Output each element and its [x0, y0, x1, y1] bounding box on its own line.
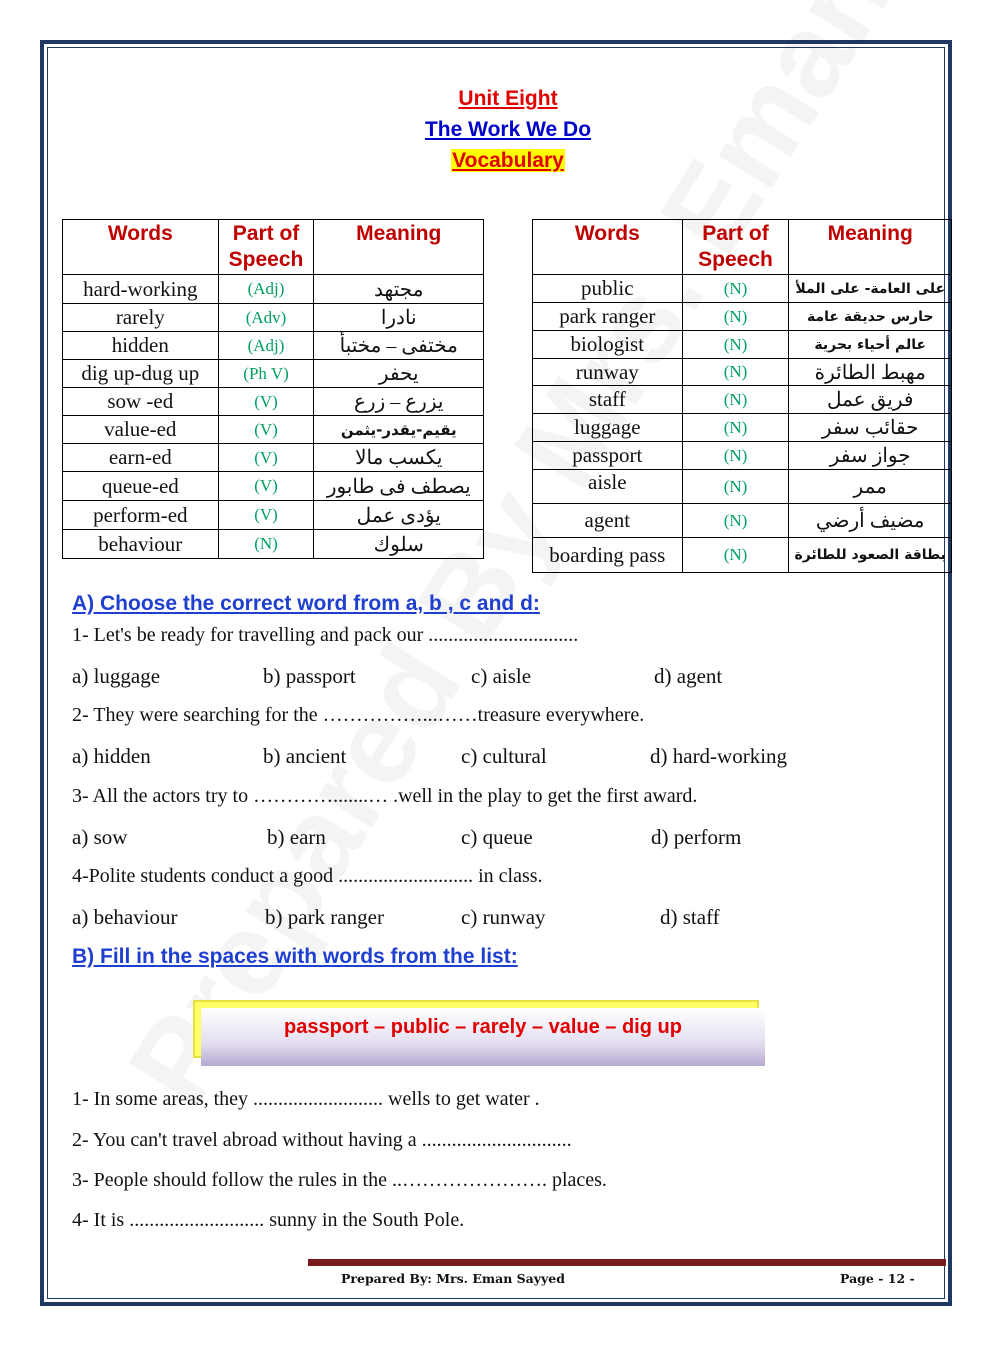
unit-title: Unit Eight	[458, 87, 558, 110]
table-row	[63, 388, 484, 416]
question-b1: 1- In some areas, they .......................... wells to get water .	[72, 1088, 540, 1110]
table-row	[63, 472, 484, 501]
vocabulary-title	[0, 149, 992, 173]
table-row	[533, 359, 952, 386]
table-header-row	[63, 220, 484, 275]
table-row	[533, 504, 952, 538]
part-of-speech: (N)	[682, 331, 789, 359]
meaning: نادرا	[314, 304, 484, 332]
table-row	[63, 275, 484, 304]
part-of-speech: (V)	[218, 444, 314, 472]
part-of-speech: (V)	[218, 416, 314, 444]
vocab-table-left	[62, 219, 484, 559]
table-row	[63, 530, 484, 559]
question-b4: 4- It is ........................... sunny in the South Pole.	[72, 1209, 465, 1231]
word: rarely	[63, 304, 219, 332]
word: perform-ed	[63, 501, 219, 530]
meaning: يزرع – زرع	[314, 388, 484, 416]
header-part-of-speech: Part of Speech	[682, 220, 789, 275]
meaning: جواز سفر	[789, 442, 952, 470]
part-of-speech: (N)	[682, 504, 789, 538]
lesson-title: The Work We Do	[424, 118, 592, 141]
option-a3-c: c) queue	[461, 825, 533, 849]
question-a1: 1- Let's be ready for travelling and pack our ..............................	[72, 624, 579, 646]
option-a2-a: a) hidden	[72, 744, 151, 768]
part-of-speech: (Adj)	[218, 332, 314, 360]
meaning: عالم أحياء بحرية	[789, 331, 952, 359]
question-a3: 3- All the actors try to ………….......… .well in the play to get the first award.	[72, 785, 698, 807]
part-of-speech: (V)	[218, 388, 314, 416]
word-list-box	[193, 1000, 759, 1064]
table-row	[63, 304, 484, 332]
meaning: ممر	[789, 470, 952, 504]
option-a3-a: a) sow	[72, 825, 128, 849]
word: agent	[533, 504, 683, 538]
meaning: يقيم-يقدر-يثمن	[314, 416, 484, 444]
option-a2-b: b) ancient	[263, 744, 347, 768]
meaning: يؤدى عمل	[314, 501, 484, 530]
option-a1-c: c) aisle	[471, 664, 532, 688]
part-of-speech: (N)	[218, 530, 314, 559]
word: biologist	[533, 331, 683, 359]
option-a4-c: c) runway	[461, 905, 546, 929]
question-b2: 2- You can't travel abroad without having a ..............................	[72, 1129, 572, 1151]
meaning: مختفى – مختبأ	[314, 332, 484, 360]
word: behaviour	[63, 530, 219, 559]
part-of-speech: (N)	[682, 538, 789, 573]
part-of-speech: (N)	[682, 414, 789, 442]
section-a-heading: A) Choose the correct word from a, b , c and d:	[72, 592, 540, 615]
meaning: حقائب سفر	[789, 414, 952, 442]
section-b-heading: B) Fill in the spaces with words from the list:	[72, 945, 518, 968]
table-row	[63, 360, 484, 388]
word: sow -ed	[63, 388, 219, 416]
meaning: فريق عمل	[789, 386, 952, 414]
part-of-speech: (N)	[682, 386, 789, 414]
word: staff	[533, 386, 683, 414]
word: dig up-dug up	[63, 360, 219, 388]
table-row	[533, 414, 952, 442]
word: hidden	[63, 332, 219, 360]
meaning: على العامة- على الملأ	[789, 275, 952, 303]
meaning: يكسب مالا	[314, 444, 484, 472]
header-words: Words	[63, 220, 219, 275]
option-a2-c: c) cultural	[461, 744, 547, 768]
meaning: حارس حديقة عامة	[789, 303, 952, 331]
part-of-speech: (N)	[682, 470, 789, 504]
word: park ranger	[533, 303, 683, 331]
option-a3-d: d) perform	[651, 825, 742, 849]
part-of-speech: (Adv)	[218, 304, 314, 332]
table-row	[533, 386, 952, 414]
table-row	[63, 332, 484, 360]
option-a3-b: b) earn	[267, 825, 326, 849]
part-of-speech: (Adj)	[218, 275, 314, 304]
table-row	[533, 470, 952, 504]
part-of-speech: (Ph V)	[218, 360, 314, 388]
word: value-ed	[63, 416, 219, 444]
header-part-of-speech: Part of Speech	[218, 220, 314, 275]
vocab-table-right	[532, 219, 952, 573]
header-meaning: Meaning	[314, 220, 484, 275]
part-of-speech: (V)	[218, 501, 314, 530]
vocabulary-label: Vocabulary	[452, 149, 564, 172]
word: public	[533, 275, 683, 303]
word: earn-ed	[63, 444, 219, 472]
header-words: Words	[533, 220, 683, 275]
option-a4-d: d) staff	[660, 905, 720, 929]
word: boarding pass	[533, 538, 683, 573]
word: queue-ed	[63, 472, 219, 501]
part-of-speech: (N)	[682, 303, 789, 331]
part-of-speech: (V)	[218, 472, 314, 501]
table-row	[63, 444, 484, 472]
meaning: مجتهد	[314, 275, 484, 304]
table-row	[533, 331, 952, 359]
table-row	[533, 442, 952, 470]
meaning: يصطف فى طابور	[314, 472, 484, 501]
word: runway	[533, 359, 683, 386]
meaning: يحفر	[314, 360, 484, 388]
option-a2-d: d) hard-working	[650, 744, 788, 768]
question-a2: 2- They were searching for the ……………...……treasure everywhere.	[72, 704, 645, 726]
option-a1-d: d) agent	[654, 664, 723, 688]
footer-rule	[308, 1259, 946, 1266]
part-of-speech: (N)	[682, 359, 789, 386]
table-header-row	[533, 220, 952, 275]
part-of-speech: (N)	[682, 275, 789, 303]
part-of-speech: (N)	[682, 442, 789, 470]
word: hard-working	[63, 275, 219, 304]
meaning: بطاقة الصعود للطائرة	[789, 538, 952, 573]
option-a1-b: b) passport	[263, 664, 356, 688]
word: aisle	[533, 470, 683, 504]
table-row	[533, 275, 952, 303]
option-a1-a: a) luggage	[72, 664, 161, 688]
meaning: مضيف أرضي	[789, 504, 952, 538]
question-b3: 3- People should follow the rules in the ..…………………. places.	[72, 1169, 607, 1191]
footer-author: Prepared By: Mrs. Eman Sayyed	[341, 1271, 566, 1286]
word: passport	[533, 442, 683, 470]
option-a4-a: a) behaviour	[72, 905, 178, 929]
question-a4: 4-Polite students conduct a good ........................... in class.	[72, 865, 543, 887]
meaning: مهبط الطائرة	[789, 359, 952, 386]
meaning: سلوك	[314, 530, 484, 559]
page-number: Page - 12 -	[840, 1271, 915, 1286]
table-row	[63, 416, 484, 444]
header-meaning: Meaning	[789, 220, 952, 275]
word-list: passport – public – rarely – value – dig up	[284, 1016, 682, 1038]
table-row	[533, 538, 952, 573]
table-row	[533, 303, 952, 331]
table-row	[63, 501, 484, 530]
option-a4-b: b) park ranger	[265, 905, 384, 929]
word: luggage	[533, 414, 683, 442]
